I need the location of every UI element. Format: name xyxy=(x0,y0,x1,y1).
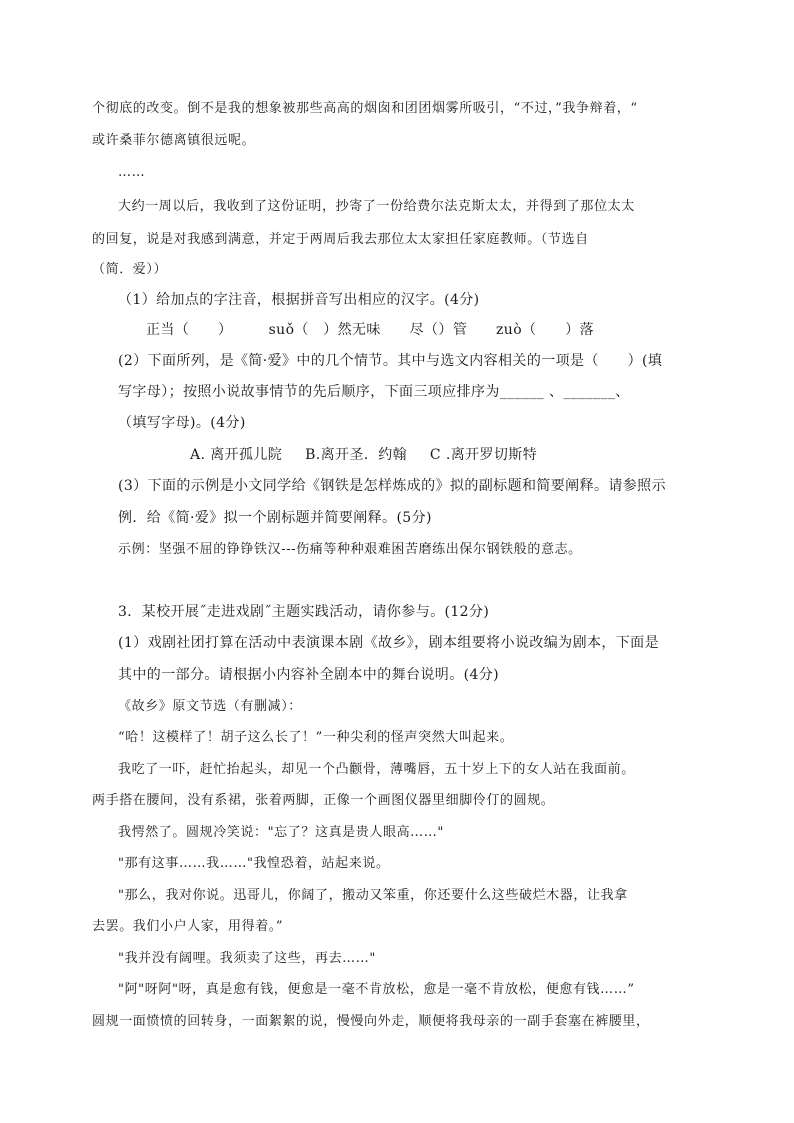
q2-option-b: B.离开圣．约翰 xyxy=(305,447,408,463)
q3-example: 示例：坚强不屈的铮铮铁汉---伤痛等种种艰难困苦磨练出保尔钢铁般的意志。 xyxy=(118,542,582,557)
excerpt-line: 两手搭在腰间，没有系裙，张着两脚，正像一个画图仪器里细脚伶仃的圆规。 xyxy=(92,793,555,808)
excerpt-line: 我愕然了。圆规冷笑说："忘了？这真是贵人眼高……" xyxy=(118,825,444,840)
passage-para-line-3: （简．爱）） xyxy=(92,262,168,277)
excerpt-line: 圆规一面愤愤的回转身，一面絮絮的说，慢慢向外走，顺便将我母亲的一副手套塞在裤腰里， xyxy=(92,1014,650,1029)
passage-para-line-2: 的回复，说是对我感到满意，并定于两周后我去那位太太家担任家庭教师。（节选自 xyxy=(92,232,589,247)
excerpt-title: 《故乡》原文节选（有删减）： xyxy=(118,699,302,714)
excerpt-line: 我吃了一吓，赶忙抬起头，却见一个凸颧骨，薄嘴唇，五十岁上下的女人站在我面前。 xyxy=(118,762,635,777)
excerpt-line: "我并没有阔哩。我须卖了这些，再去……" xyxy=(118,951,376,966)
excerpt-line: "阿"呀阿"呀，真是愈有钱，便愈是一毫不肯放松，愈是一毫不肯放松，便愈有钱……” xyxy=(118,982,635,997)
section3-sub1-line-2: 其中的一部分。请根据小内容补全剧本中的舞台说明。(4分) xyxy=(118,667,500,683)
passage-ellipsis: …… xyxy=(118,165,146,180)
section3-sub1-line-1: (1）戏剧社团打算在活动中表演课本剧《故乡》，剧本组要将小说改编为剧本，下面是 xyxy=(118,635,659,651)
q2-line-3: （填写字母)。(4分) xyxy=(118,415,246,431)
section3-title: 3．某校开展˝走进戏剧˝主题实践活动，请你参与。(12分) xyxy=(118,604,490,620)
passage-line-1: 个彻底的改变。倒不是我的想象被那些高高的烟囱和团团烟雾所吸引，“不过，”我争辩着，“ xyxy=(92,101,638,116)
q2-line-1: (2）下面所列，是《简·爱》中的几个情节。其中与选文内容相关的一项是（ ）(填 xyxy=(118,353,663,369)
q1-stem: （1）给加点的字注音，根据拼音写出相应的汉字。(4分) xyxy=(118,292,480,308)
passage-line-2: 或许桑菲尔德离镇很远呢。 xyxy=(92,133,256,148)
excerpt-line: "那么，我对你说。迅哥儿，你阔了，搬动又笨重，你还要什么这些破烂木器，让我拿 xyxy=(118,888,628,903)
excerpt-line: "那有这事……我……"我惶恐着，站起来说。 xyxy=(118,856,390,871)
q2-line-2: 写字母）；按照小说故事情节的先后顺序，下面三项应排序为______ 、_______、 xyxy=(118,384,630,400)
passage-para-line-1: 大约一周以后，我收到了这份证明，抄寄了一份给费尔法克斯太太，并得到了那位太太 xyxy=(118,199,635,214)
q1-blanks: 正当（ ） suǒ（ ）然无味 尽（）管 zuò（ ）落 xyxy=(146,322,595,338)
q2-option-a: A. 离开孤儿院 xyxy=(190,447,283,463)
q3-line-2: 例．给《简·爱》拟一个剧标题并简要阐释。(5分) xyxy=(118,510,432,526)
excerpt-line: “哈！这模样了！胡子这么长了！”一种尖利的怪声突然大叫起来。 xyxy=(118,730,514,745)
excerpt-line: 去罢。我们小户人家，用得着。” xyxy=(92,919,284,934)
q3-line-1: (3）下面的示例是小文同学给《钢铁是怎样炼成的》拟的副标题和简要阐释。请参照示 xyxy=(118,478,666,494)
q2-options xyxy=(190,448,537,462)
q2-option-c: C .离开罗切斯特 xyxy=(429,447,538,463)
